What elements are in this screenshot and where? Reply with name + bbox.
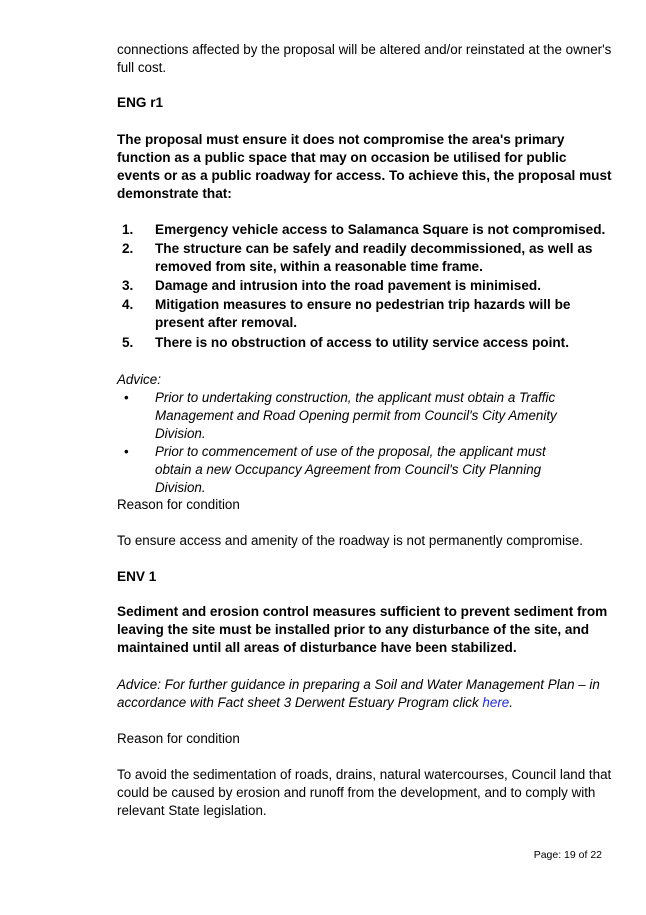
env-1-advice [117, 676, 612, 712]
bullet-icon: • [124, 390, 129, 405]
eng-r1-statement: The proposal must ensure it does not compromise the area's primary function as a public space that may on occasion be utilised for public events or as a public roadway for access. To achieve this, the proposal must demonstrate that: [117, 132, 612, 201]
reason-label: Reason for condition [117, 731, 240, 746]
list-number: 1. [122, 222, 134, 237]
list-number: 2. [122, 241, 134, 256]
list-number: 5. [122, 335, 134, 350]
advice-end: . [509, 695, 513, 710]
bullet-icon: • [124, 444, 129, 459]
eng-r1-heading: ENG r1 [117, 95, 164, 110]
env-1-statement: Sediment and erosion control measures sufficient to prevent sediment from leaving the site must be installed prior to any disturbance of the site, and maintained until all areas of disturbance have been stabilized. [117, 604, 608, 655]
list-number: 3. [122, 278, 134, 293]
reason-text: To avoid the sedimentation of roads, drains, natural watercourses, Council land that could be caused by erosion and runoff from the development, and to comply with relevant State legislation. [117, 767, 612, 818]
list-text: Mitigation measures to ensure no pedestrian trip hazards will be present after removal. [155, 297, 571, 330]
list-text: Damage and intrusion into the road pavement is minimised. [155, 278, 541, 293]
list-text: There is no obstruction of access to utility service access point. [155, 335, 569, 350]
here-link[interactable]: here [482, 695, 510, 710]
advice-text: Prior to undertaking construction, the applicant must obtain a Traffic Management and Road Opening permit from Council's City Amenity Division. [155, 390, 557, 441]
reason-label: Reason for condition [117, 497, 240, 512]
list-number: 4. [122, 297, 134, 312]
list-text: Emergency vehicle access to Salamanca Square is not compromised. [155, 222, 606, 237]
list-text: The structure can be safely and readily decommissioned, as well as removed from site, within a reasonable time frame. [155, 241, 593, 274]
env-1-heading: ENV 1 [117, 569, 157, 584]
intro-paragraph: connections affected by the proposal will be altered and/or reinstated at the owner's full cost. [117, 42, 612, 75]
advice-text: Prior to commencement of use of the proposal, the applicant must obtain a new Occupancy Agreement from Council's City Planning Division. [155, 444, 546, 495]
reason-text: To ensure access and amenity of the roadway is not permanently compromise. [117, 533, 583, 548]
page-number: Page: 19 of 22 [533, 849, 602, 861]
advice-text: Advice: For further guidance in preparing a Soil and Water Management Plan – in accordance with Fact sheet 3 Derwent Estuary Program click [117, 677, 600, 710]
advice-label: Advice: [117, 372, 161, 387]
